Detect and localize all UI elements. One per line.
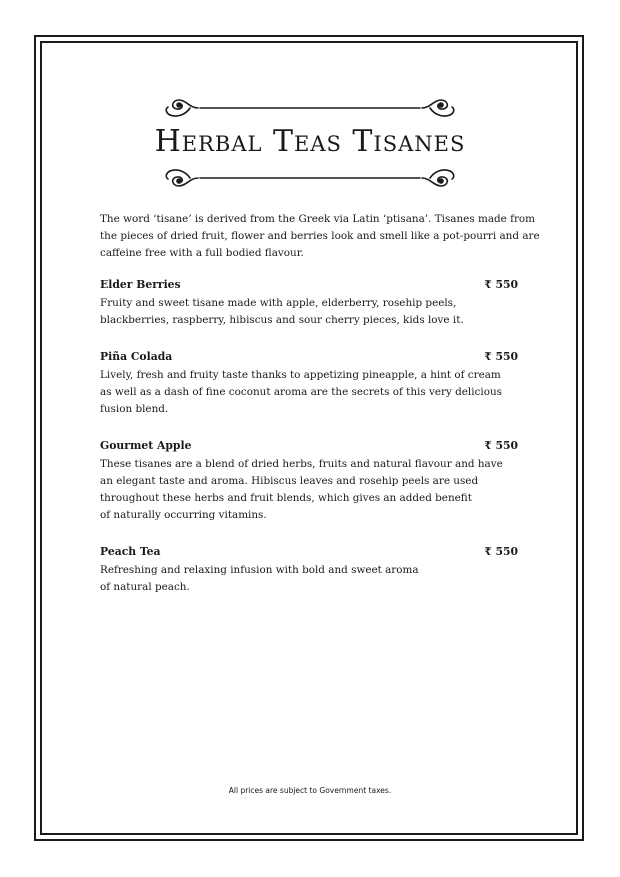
description-line: fusion blend. <box>100 403 169 415</box>
item-name: Elder Berries <box>100 278 181 291</box>
item-description <box>100 367 525 418</box>
menu-item-pina-colada <box>100 350 525 418</box>
description-line: These tisanes are a blend of dried herbs, fruits and natural flavour and have <box>100 458 503 470</box>
item-description <box>100 456 525 524</box>
description-line: an elegant taste and aroma. Hibiscus leaves and rosehip peels are used <box>100 475 479 487</box>
item-name: Piña Colada <box>100 350 173 363</box>
description-line: throughout these herbs and fruit blends, which gives an added benefit <box>100 492 472 504</box>
item-description <box>100 562 525 596</box>
tax-footnote: All prices are subject to Government taxes. <box>228 786 392 795</box>
flourish-bottom-icon <box>160 164 460 192</box>
menu-title: Herbal Teas Tisanes <box>154 124 466 159</box>
description-line: as well as a dash of fine coconut aroma are the secrets of this very delicious <box>100 386 503 398</box>
intro-line: caffeine free with a full bodied flavour. <box>100 247 304 259</box>
description-line: Lively, fresh and fruity taste thanks to appetizing pineapple, a hint of cream <box>100 369 501 381</box>
item-price: ₹ 550 <box>484 545 518 558</box>
item-name: Gourmet Apple <box>100 439 192 452</box>
item-price: ₹ 550 <box>484 278 518 291</box>
description-line: Refreshing and relaxing infusion with bold and sweet aroma <box>100 564 419 576</box>
intro-paragraph <box>100 211 540 262</box>
description-line: Fruity and sweet tisane made with apple, elderberry, rosehip peels, <box>100 297 457 309</box>
item-price: ₹ 550 <box>484 350 518 363</box>
description-line: blackberries, raspberry, hibiscus and sour cherry pieces, kids love it. <box>100 314 464 326</box>
menu-item-gourmet-apple <box>100 439 525 524</box>
description-line: of naturally occurring vitamins. <box>100 509 267 521</box>
intro-line: the pieces of dried fruit, flower and berries look and smell like a pot-pourri and are <box>100 230 540 242</box>
flourish-top-icon <box>160 94 460 122</box>
menu-content <box>100 211 540 617</box>
menu-item-elder-berries <box>100 278 525 329</box>
intro-line: The word ‘tisane’ is derived from the Greek via Latin ‘ptisana’. Tisanes made from <box>100 213 536 225</box>
item-price: ₹ 550 <box>484 439 518 452</box>
item-description <box>100 295 525 329</box>
menu-item-peach-tea <box>100 545 525 596</box>
description-line: of natural peach. <box>100 581 190 593</box>
item-name: Peach Tea <box>100 545 161 558</box>
